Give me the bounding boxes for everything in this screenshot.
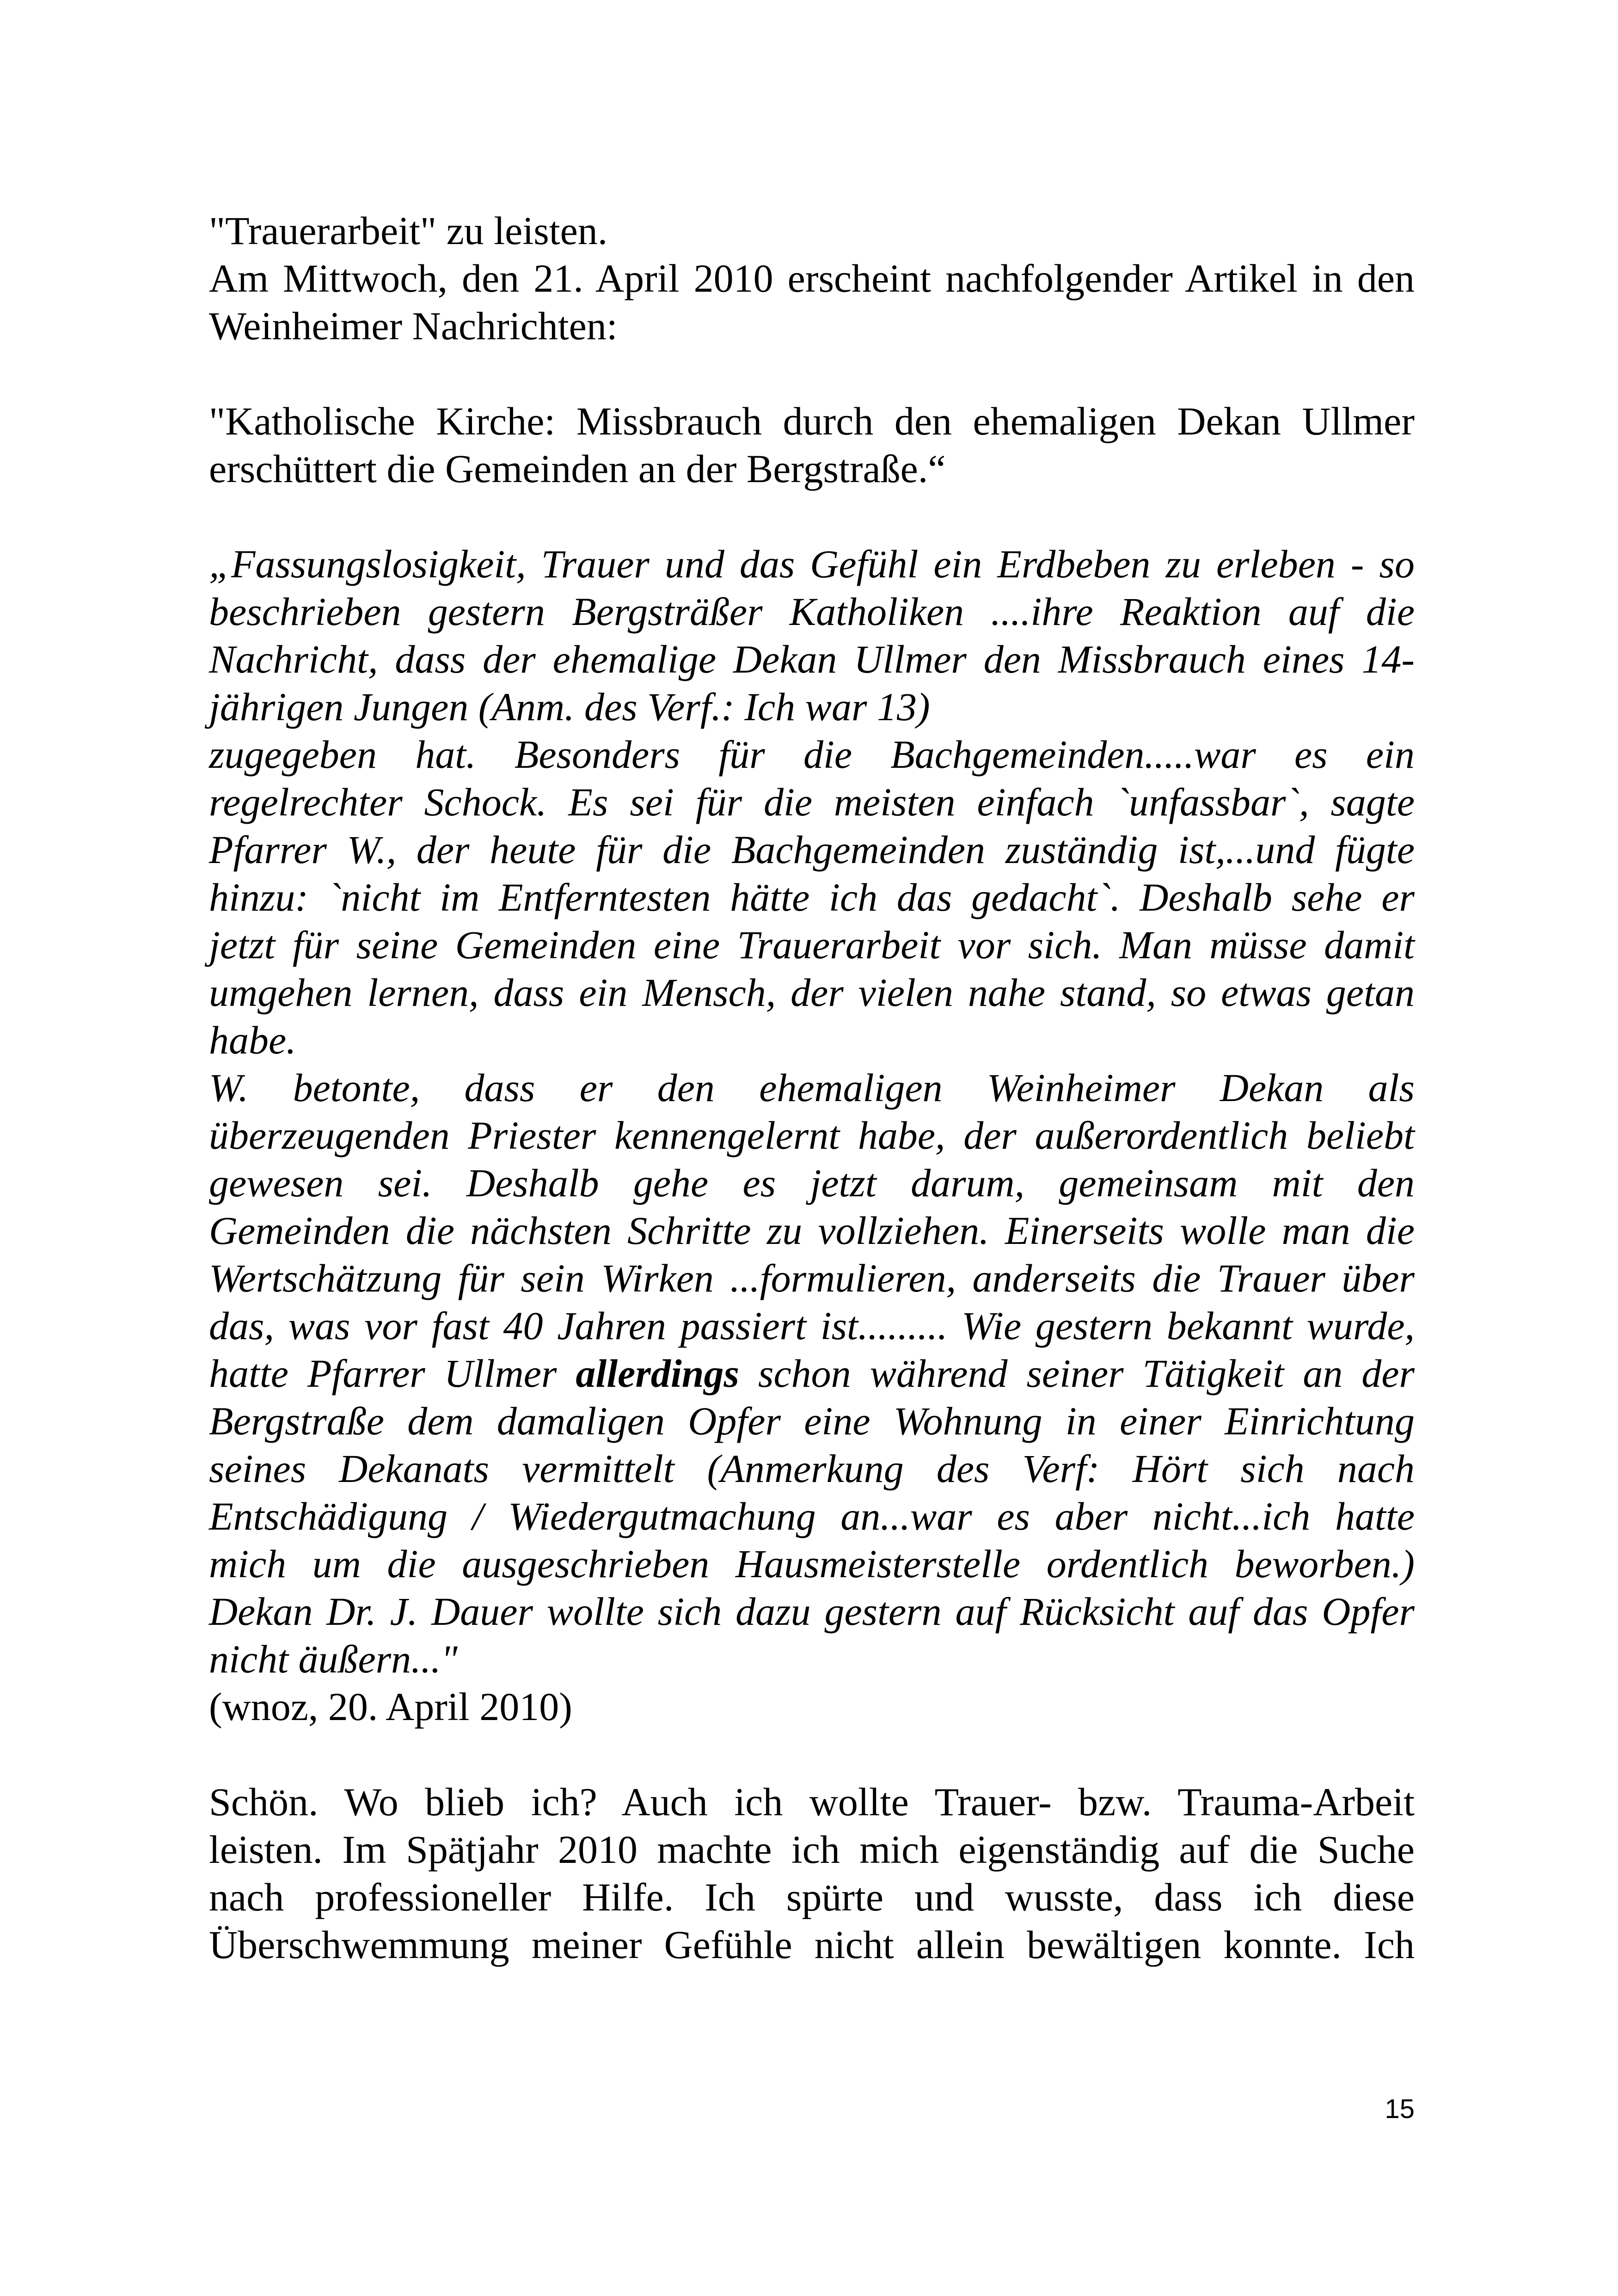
intro-paragraph xyxy=(209,207,1415,350)
quote-line: hinzu: `nicht im Entferntesten hätte ich das gedacht`. Deshalb sehe er xyxy=(209,875,1415,919)
quote-line: mich um die ausgeschrieben Hausmeisterstelle ordentlich beworben.) xyxy=(209,1542,1415,1586)
quote-line: Nachricht, dass der ehemalige Dekan Ullmer den Missbrauch eines 14- xyxy=(209,637,1415,681)
quote-line: habe. xyxy=(209,1018,296,1062)
quote-line: regelrechter Schock. Es sei für die meisten einfach `unfassbar`, sagte xyxy=(209,780,1415,824)
paragraph-gap xyxy=(209,1731,1415,1778)
quote-line: das, was vor fast 40 Jahren passiert ist......... Wie gestern bekannt wurde, xyxy=(209,1304,1415,1348)
closing-paragraph xyxy=(209,1778,1415,1969)
quote-line: zugegeben hat. Besonders für die Bachgemeinden.....war es ein xyxy=(209,732,1415,777)
quote-line-emphasis xyxy=(209,1350,1415,1397)
closing-line: nach professioneller Hilfe. Ich spürte und wusste, dass ich diese xyxy=(209,1875,1415,1919)
page-body xyxy=(209,207,1415,1969)
quote-line: W. betonte, dass er den ehemaligen Weinheimer Dekan als xyxy=(209,1065,1415,1110)
quote-line: „Fassungslosigkeit, Trauer und das Gefühl ein Erdbeben zu erleben - so xyxy=(209,542,1415,586)
page-number: 15 xyxy=(1385,2094,1415,2124)
closing-line: Überschwemmung meiner Gefühle nicht allein bewältigen konnte. Ich xyxy=(209,1923,1415,1967)
headline-line: "Katholische Kirche: Missbrauch durch den ehemaligen Dekan Ullmer xyxy=(209,399,1415,443)
quote-source: (wnoz, 20. April 2010) xyxy=(209,1684,572,1729)
quote-text: hatte Pfarrer Ullmer xyxy=(209,1351,576,1396)
quote-line: jährigen Jungen (Anm. des Verf.: Ich war 13) xyxy=(209,685,930,729)
quote-line: Pfarrer W., der heute für die Bachgemeinden zuständig ist,...und fügte xyxy=(209,827,1415,872)
quote-line: Gemeinden die nächsten Schritte zu vollziehen. Einerseits wolle man die xyxy=(209,1208,1415,1253)
article-headline xyxy=(209,398,1415,493)
quote-line: überzeugenden Priester kennengelernt habe, der außerordentlich beliebt xyxy=(209,1113,1415,1157)
quote-line: seines Dekanats vermittelt (Anmerkung des Verf: Hört sich nach xyxy=(209,1446,1415,1491)
article-quote xyxy=(209,540,1415,1731)
intro-line: Am Mittwoch, den 21. April 2010 erscheint nachfolgender Artikel in den xyxy=(209,256,1415,300)
quote-line: Dekan Dr. J. Dauer wollte sich dazu gestern auf Rücksicht auf das Opfer xyxy=(209,1589,1415,1634)
closing-line: leisten. Im Spätjahr 2010 machte ich mich eigenständig auf die Suche xyxy=(209,1827,1415,1872)
quote-line: Bergstraße dem damaligen Opfer eine Wohnung in einer Einrichtung xyxy=(209,1399,1415,1443)
quote-line: Entschädigung / Wiedergutmachung an...war es aber nicht...ich hatte xyxy=(209,1494,1415,1538)
intro-line: "Trauerarbeit" zu leisten. xyxy=(209,208,608,253)
closing-line: Schön. Wo blieb ich? Auch ich wollte Trauer- bzw. Trauma-Arbeit xyxy=(209,1780,1415,1824)
paragraph-gap xyxy=(209,493,1415,540)
quote-line: gewesen sei. Deshalb gehe es jetzt darum, gemeinsam mit den xyxy=(209,1161,1415,1205)
emphasized-word: allerdings xyxy=(576,1351,740,1396)
paragraph-gap xyxy=(209,350,1415,398)
quote-line: beschrieben gestern Bergsträßer Katholiken ....ihre Reaktion auf die xyxy=(209,589,1415,634)
intro-line: Weinheimer Nachrichten: xyxy=(209,304,618,348)
quote-line: nicht äußern..." xyxy=(209,1637,458,1681)
quote-text: schon während seiner Tätigkeit an der xyxy=(739,1351,1415,1396)
quote-line: umgehen lernen, dass ein Mensch, der vielen nahe stand, so etwas getan xyxy=(209,970,1415,1015)
quote-line: jetzt für seine Gemeinden eine Trauerarbeit vor sich. Man müsse damit xyxy=(209,923,1415,967)
quote-line: Wertschätzung für sein Wirken ...formulieren, anderseits die Trauer über xyxy=(209,1256,1415,1300)
headline-line: erschüttert die Gemeinden an der Bergstraße.“ xyxy=(209,447,946,491)
